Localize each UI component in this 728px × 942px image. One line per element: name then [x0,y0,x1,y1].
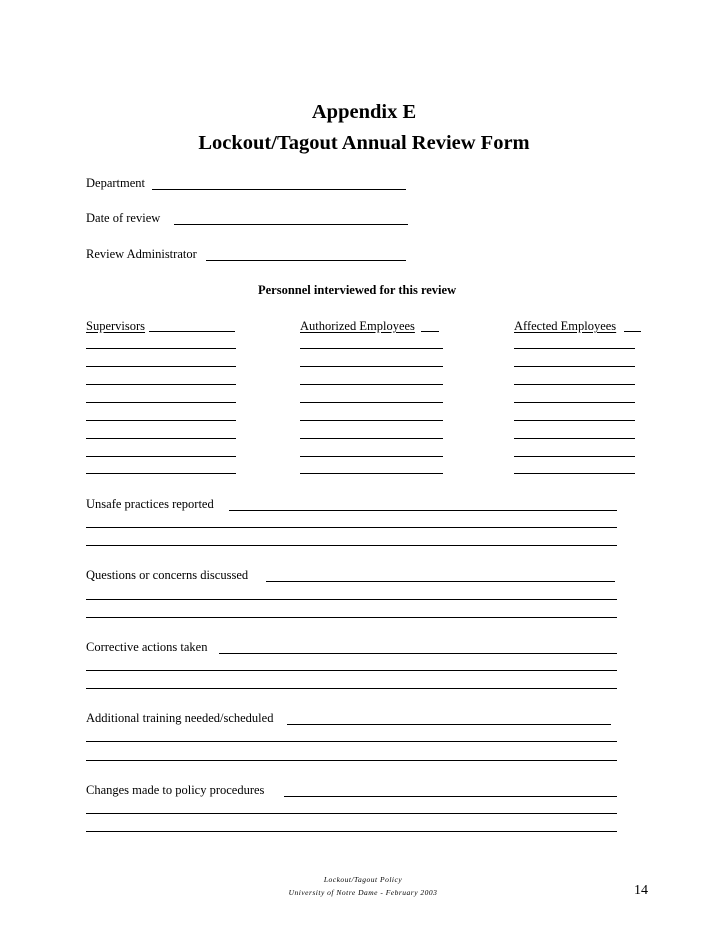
affected-employee-entry-line[interactable] [514,348,635,349]
authorized-employee-entry-line[interactable] [300,420,443,421]
questions-field[interactable] [86,617,617,618]
unsafe-practices-label: Unsafe practices reported [86,497,214,511]
footer-policy-name: Lockout/Tagout Policy [323,875,403,884]
unsafe-practices-field[interactable] [229,510,617,511]
policy-changes-field[interactable] [86,813,617,814]
date-of-review-label: Date of review [86,211,161,225]
policy-changes-field[interactable] [86,831,617,832]
policy-changes-label: Changes made to policy procedures [86,783,265,797]
footer-university-date: University of Notre Dame - February 2003 [288,888,438,897]
corrective-actions-field[interactable] [86,670,617,671]
affected-employees-header: Affected Employees [514,319,617,333]
affected-employee-entry-line[interactable] [514,402,635,403]
supervisor-entry-line[interactable] [86,473,236,474]
supervisors-header-underline [149,331,235,332]
supervisor-entry-line[interactable] [86,420,236,421]
authorized-employees-header-underline [421,331,439,332]
affected-employees-header-underline [624,331,641,332]
corrective-actions-field[interactable] [219,653,617,654]
authorized-employee-entry-line[interactable] [300,384,443,385]
corrective-actions-field[interactable] [86,688,617,689]
additional-training-field[interactable] [86,760,617,761]
additional-training-field[interactable] [86,741,617,742]
authorized-employees-header: Authorized Employees [300,319,415,333]
questions-field[interactable] [86,599,617,600]
supervisor-entry-line[interactable] [86,438,236,439]
affected-employee-entry-line[interactable] [514,456,635,457]
affected-employee-entry-line[interactable] [514,438,635,439]
form-title: Lockout/Tagout Annual Review Form [198,132,530,154]
page-number: 14 [634,883,648,898]
unsafe-practices-field[interactable] [86,527,617,528]
affected-employee-entry-line[interactable] [514,384,635,385]
department-label: Department [86,176,146,190]
additional-training-label: Additional training needed/scheduled [86,711,274,725]
review-administrator-field[interactable] [206,260,406,261]
review-administrator-label: Review Administrator [86,247,197,261]
corrective-actions-label: Corrective actions taken [86,640,208,654]
policy-changes-field[interactable] [284,796,617,797]
authorized-employee-entry-line[interactable] [300,438,443,439]
supervisor-entry-line[interactable] [86,366,236,367]
supervisor-entry-line[interactable] [86,456,236,457]
authorized-employee-entry-line[interactable] [300,366,443,367]
questions-field[interactable] [266,581,615,582]
questions-label: Questions or concerns discussed [86,568,249,582]
additional-training-field[interactable] [287,724,611,725]
affected-employee-entry-line[interactable] [514,473,635,474]
unsafe-practices-field[interactable] [86,545,617,546]
department-field[interactable] [152,189,406,190]
authorized-employee-entry-line[interactable] [300,402,443,403]
supervisor-entry-line[interactable] [86,402,236,403]
appendix-label: Appendix E [311,101,417,123]
personnel-heading: Personnel interviewed for this review [258,283,457,297]
authorized-employee-entry-line[interactable] [300,348,443,349]
supervisor-entry-line[interactable] [86,348,236,349]
authorized-employee-entry-line[interactable] [300,456,443,457]
affected-employee-entry-line[interactable] [514,366,635,367]
authorized-employee-entry-line[interactable] [300,473,443,474]
affected-employee-entry-line[interactable] [514,420,635,421]
date-of-review-field[interactable] [174,224,408,225]
supervisor-entry-line[interactable] [86,384,236,385]
supervisors-header: Supervisors [86,319,146,333]
